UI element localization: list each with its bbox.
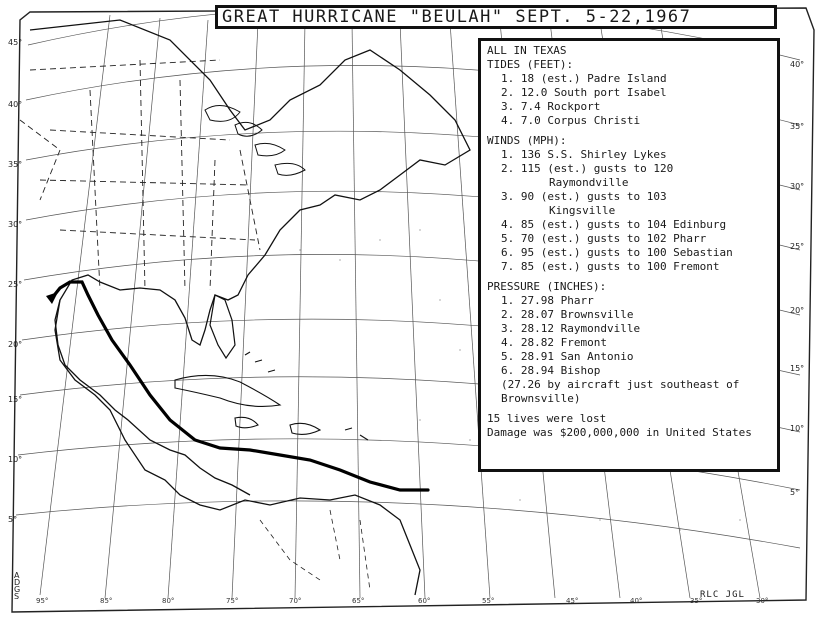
lat-label: 15° [790, 364, 805, 373]
lives-lost: 15 lives were lost [487, 412, 607, 425]
info-legend [478, 38, 780, 472]
lon-label: 95° [36, 597, 49, 605]
wind-item: 5. 70 (est.) gusts to 102 Pharr [501, 232, 707, 245]
wind-item-location: Raymondville [549, 176, 629, 189]
tide-item: 4. 7.0 Corpus Christi [501, 114, 641, 127]
pressure-heading: PRESSURE (INCHES): [487, 280, 607, 293]
lon-label: 40° [630, 597, 643, 605]
tides-heading: TIDES (FEET): [487, 58, 574, 71]
wind-item: 7. 85 (est.) gusts to 100 Fremont [501, 260, 720, 273]
wind-item: 1. 136 S.S. Shirley Lykes [501, 148, 667, 161]
lat-label: 40° [790, 60, 805, 69]
wind-item: 4. 85 (est.) gusts to 104 Edinburg [501, 218, 727, 231]
pressure-item: 4. 28.82 Fremont [501, 336, 607, 349]
lat-label: 15° [8, 395, 23, 404]
pressure-item: 6. 28.94 Bishop [501, 364, 601, 377]
lon-label: 85° [100, 597, 113, 605]
lon-label: 80° [162, 597, 175, 605]
pressure-item: 2. 28.07 Brownsville [501, 308, 634, 321]
lat-label: 30° [790, 182, 805, 191]
lon-label: 65° [352, 597, 365, 605]
aircraft-note-cont: Brownsville) [501, 392, 581, 405]
lon-label: 75° [226, 597, 239, 605]
map-credit: RLC JGL [700, 590, 745, 600]
lat-label: 10° [8, 455, 23, 464]
info-header: ALL IN TEXAS [487, 44, 567, 57]
lat-label: 20° [8, 340, 23, 349]
damage-total: Damage was $200,000,000 in United States [487, 426, 752, 439]
lat-label: 10° [790, 424, 805, 433]
lat-label: 5° [790, 488, 800, 497]
lat-label: 30° [8, 220, 23, 229]
compass-label: A D G S [14, 571, 21, 601]
lat-label: 45° [8, 38, 23, 47]
map-title: GREAT HURRICANE "BEULAH" SEPT. 5-22,1967 [215, 5, 777, 29]
lat-label: 35° [8, 160, 23, 169]
lon-label: 45° [566, 597, 579, 605]
tide-item: 3. 7.4 Rockport [501, 100, 601, 113]
lat-label: 40° [8, 100, 23, 109]
lat-label: 5° [8, 515, 18, 524]
wind-item: 2. 115 (est.) gusts to 120 [501, 162, 674, 175]
lat-label: 20° [790, 306, 805, 315]
pressure-item: 3. 28.12 Raymondville [501, 322, 641, 335]
winds-heading: WINDS (MPH): [487, 134, 567, 147]
wind-item-location: Kingsville [549, 204, 616, 217]
tide-item: 2. 12.0 South port Isabel [501, 86, 667, 99]
lon-label: 35° [690, 597, 703, 605]
lon-label: 70° [289, 597, 302, 605]
lon-label: 55° [482, 597, 495, 605]
lon-label: 60° [418, 597, 431, 605]
tide-item: 1. 18 (est.) Padre Island [501, 72, 667, 85]
lat-label: 25° [790, 242, 805, 251]
lon-label: 30° [756, 597, 769, 605]
aircraft-note: (27.26 by aircraft just southeast of [501, 378, 740, 391]
lat-label: 25° [8, 280, 23, 289]
pressure-item: 1. 27.98 Pharr [501, 294, 594, 307]
pressure-item: 5. 28.91 San Antonio [501, 350, 634, 363]
wind-item: 3. 90 (est.) gusts to 103 [501, 190, 667, 203]
wind-item: 6. 95 (est.) gusts to 100 Sebastian [501, 246, 733, 259]
lat-label: 35° [790, 122, 805, 131]
